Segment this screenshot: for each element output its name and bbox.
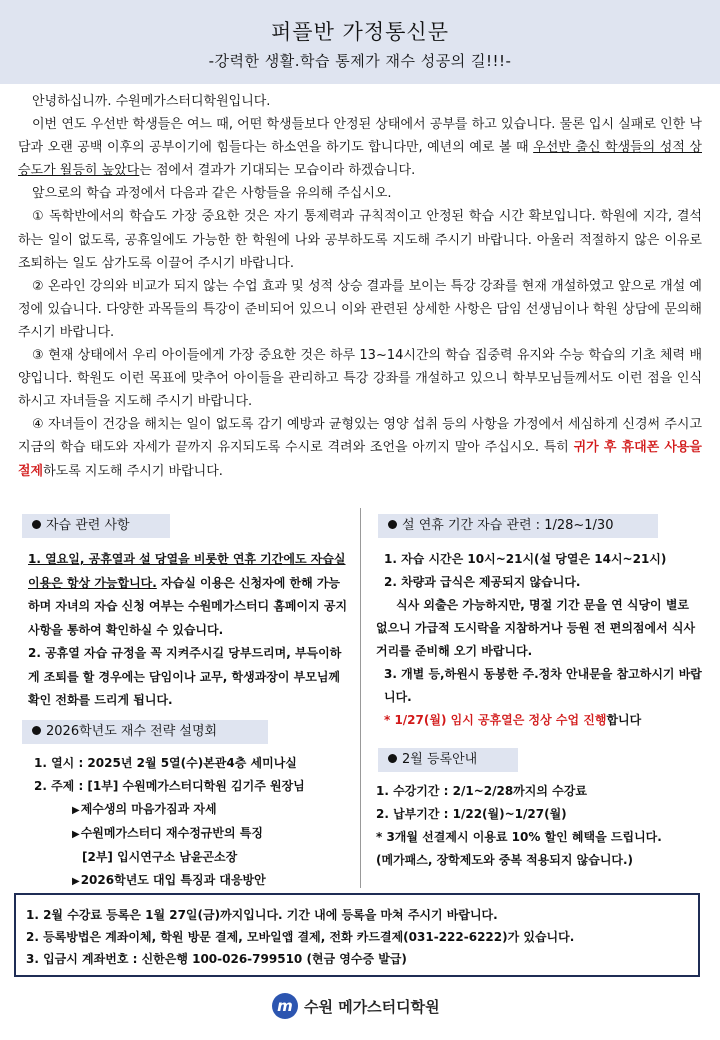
academy-logo-icon: m [272, 993, 298, 1019]
seminar-topic-item-2: ▶ 수원메가스터디 재수정규반의 특징 [34, 822, 356, 846]
holiday-study-meal-note: 식사 외출은 가능하지만, 명절 기간 문을 연 식당이 별로 없으니 가급적 도시락을 지참하거나 등원 전 편의점에서 식사거리를 준비해 오기 바랍니다. [376, 598, 696, 658]
seminar-topic-item-1: ▶ 제수생의 마음가짐과 자세 [34, 798, 356, 822]
holiday-study-heading-text: 설 연휴 기간 자습 관련 : 1/28~1/30 [402, 518, 614, 533]
column-divider [360, 508, 361, 888]
seminar-date: 1. 열시 : 2025년 2월 5열(수)본관4층 세미나실 [34, 756, 297, 770]
section-heading-self-study [22, 514, 170, 538]
notice-account: 3. 입금시 계좌번호 : 신한은행 100-026-799510 (현금 영수증 발급) [26, 952, 407, 966]
notice-methods: 2. 등록방법은 계좌이체, 학원 방문 결제, 모바일앱 결제, 전화 카드결제(031-222-6222)가 있습니다. [26, 930, 575, 944]
header-banner [0, 0, 720, 84]
payment-notice-box [14, 893, 700, 977]
bullet-dot-icon [388, 520, 397, 529]
seminar-part-2: [2부] 입시연구소 남윤곤소장 [82, 850, 238, 864]
section-heading-registration [378, 748, 518, 772]
letter-paragraph-2: 앞으로의 학습 과정에서 다음과 같은 사항들을 유의해 주십시오. [32, 186, 392, 202]
self-study-item-2: 2. 공휴열 자습 규정을 꼭 지켜주시길 당부드리며, 부득이하게 조퇴를 할 경우에는 담임이나 교무, 학생과장이 부모님께 확인 전화를 드리게 됩니다. [28, 646, 342, 707]
letter-item-1: ① 독학반에서의 학습도 가장 중요한 것은 자기 통제력과 규칙적이고 안정된 학습 시간 확보입니다. 학원에 지각, 결석하는 일이 없도록, 공휴일에도 가능한 한 학원에 나와 공부하도록 지도해 주시기 바랍니다. 아울러 적절하지 않은 이유로 조퇴하는 일도 삼가도록 이끌어 주시기 바랍니다. [18, 209, 702, 271]
notice-deadline: 1. 2월 수강료 등록은 1월 27일(금)까지입니다. 기간 내에 등록을 마쳐 주시기 바랍니다. [26, 908, 498, 922]
seminar-content [34, 752, 356, 893]
letter-body [18, 90, 702, 483]
footer-brand [272, 991, 440, 1021]
letter-item-4-highlight: 귀가 후 휴대폰 사용을 절제 [18, 440, 702, 479]
self-study-item-1 [28, 548, 350, 642]
seminar-heading-text: 2026학년도 재수 전략 설명회 [46, 724, 218, 739]
registration-period: 1. 수강기간 : 2/1~2/28까지의 수강료 [376, 784, 587, 798]
registration-discount: * 3개월 선결제시 이용료 10% 할인 혜택을 드립니다. [376, 830, 662, 844]
registration-payment-period: 2. 납부기간 : 1/22(월)~1/27(월) [376, 807, 567, 821]
letter-item-4-text-a: ④ 자녀들이 건강을 해치는 일이 없도록 감기 예방과 균형있는 영양 섭취 등의 사항을 가정에서 세심하게 신경써 주시고 지금의 학습 태도와 자세가 끝까지 유지되도록 수시로 격려와 조언을 아끼지 말아 주십시오. 특히 [18, 417, 702, 456]
page-subtitle: -강력한 생활.학습 통제가 재수 성공의 길!!!- [208, 52, 512, 70]
greeting: 안녕하십니까. 수원메가스터디학원입니다. [32, 94, 271, 109]
self-study-item-1-underline: 1. 열요일, 공휴열과 설 당열을 비롯한 연휴 기간에도 자습실 이용은 항상 가능합니다. [28, 552, 346, 590]
holiday-study-special-note [376, 709, 702, 732]
letter-paragraph-1-text-b: 는 점에서 결과가 기대되는 모습이라 하겠습니다. [139, 163, 416, 179]
self-study-content [28, 548, 350, 713]
bullet-dot-icon [32, 520, 41, 529]
letter-item-3: ③ 현재 상태에서 우리 아이들에게 가장 중요한 것은 하루 13~14시간의 학습 집중력 유지와 수능 학습의 기초 체력 배양입니다. 학원도 이런 목표에 맞추어 아이들을 관리하고 특강 강좌를 개설하고 있으니 학부모님들께서도 이런 점을 인식하시고 자녀들을 지도해 주시기 바랍니다. [18, 348, 702, 410]
self-study-item-1-rest: 자습실 이용은 신청자에 한해 가능하며 자녀의 자습 신청 여부는 수원메가스터디 홈페이지 공지 사항을 통하여 확인하실 수 있습니다. [28, 575, 348, 637]
letter-paragraph-1-underline: 우선반 출신 학생들의 성적 상승도가 월등히 높았다 [18, 140, 702, 179]
letter-paragraph-1-text-a: 이번 연도 우선반 학생들은 여느 때, 어떤 학생들보다 안정된 상태에서 공부를 하고 있습니다. 물론 입시 실패로 인한 낙담과 오랜 공백 이후의 공부이기에 힘들다는 하소연을 하기도 합니다만, 예년의 예로 볼 때 [18, 117, 702, 156]
holiday-study-item-2: 2. 차량과 급식은 제공되지 않습니다. [384, 575, 581, 589]
registration-discount-note: (메가패스, 장학제도와 중복 적용되지 않습니다.) [376, 853, 634, 867]
letter-item-2: ② 온라인 강의와 비교가 되지 않는 수업 효과 및 성적 상승 결과를 보이는 특강 강좌를 현재 개설하였고 앞으로 개설 예정에 있습니다. 다양한 과목들의 특강이 준비되어 있으니 이와 관련된 상세한 사항은 담임 선생님이나 학원 상담에 문의해 주시기 바랍니다. [18, 278, 702, 340]
letter-item-4 [18, 413, 702, 482]
holiday-study-rest: 합니다 [606, 713, 642, 727]
seminar-topic-item-3: ▶ 2026학년도 대입 특징과 대응방안 [34, 869, 356, 893]
holiday-study-red-text: 1/27(월) 임시 공휴열은 정상 수업 진행 [394, 713, 607, 727]
academy-name: 수원 메가스터디학원 [304, 997, 440, 1016]
registration-heading-text: 2월 등록안내 [402, 752, 478, 767]
letter-item-4-text-b: 하도록 지도해 주시기 바랍니다. [43, 463, 223, 479]
bullet-dot-icon [32, 726, 41, 735]
holiday-study-item-3: 3. 개별 등,하원시 동봉한 주.정차 안내문을 참고하시기 바랍니다. [384, 667, 702, 704]
holiday-study-content [376, 548, 702, 732]
holiday-study-star: * [384, 713, 395, 727]
section-heading-holiday-study [378, 514, 658, 538]
registration-content [376, 780, 702, 872]
seminar-topic: 2. 주제 : [1부] 수원메가스터디학원 김기주 원장님 [34, 779, 305, 793]
holiday-study-item-1: 1. 자습 시간은 10시~21시(설 당열은 14시~21시) [384, 552, 667, 566]
letter-paragraph-1 [18, 113, 702, 182]
section-heading-seminar [22, 720, 268, 744]
page-title: 퍼플반 가정통신문 [271, 20, 449, 44]
self-study-heading-text: 자습 관련 사항 [46, 518, 130, 533]
bullet-dot-icon [388, 754, 397, 763]
